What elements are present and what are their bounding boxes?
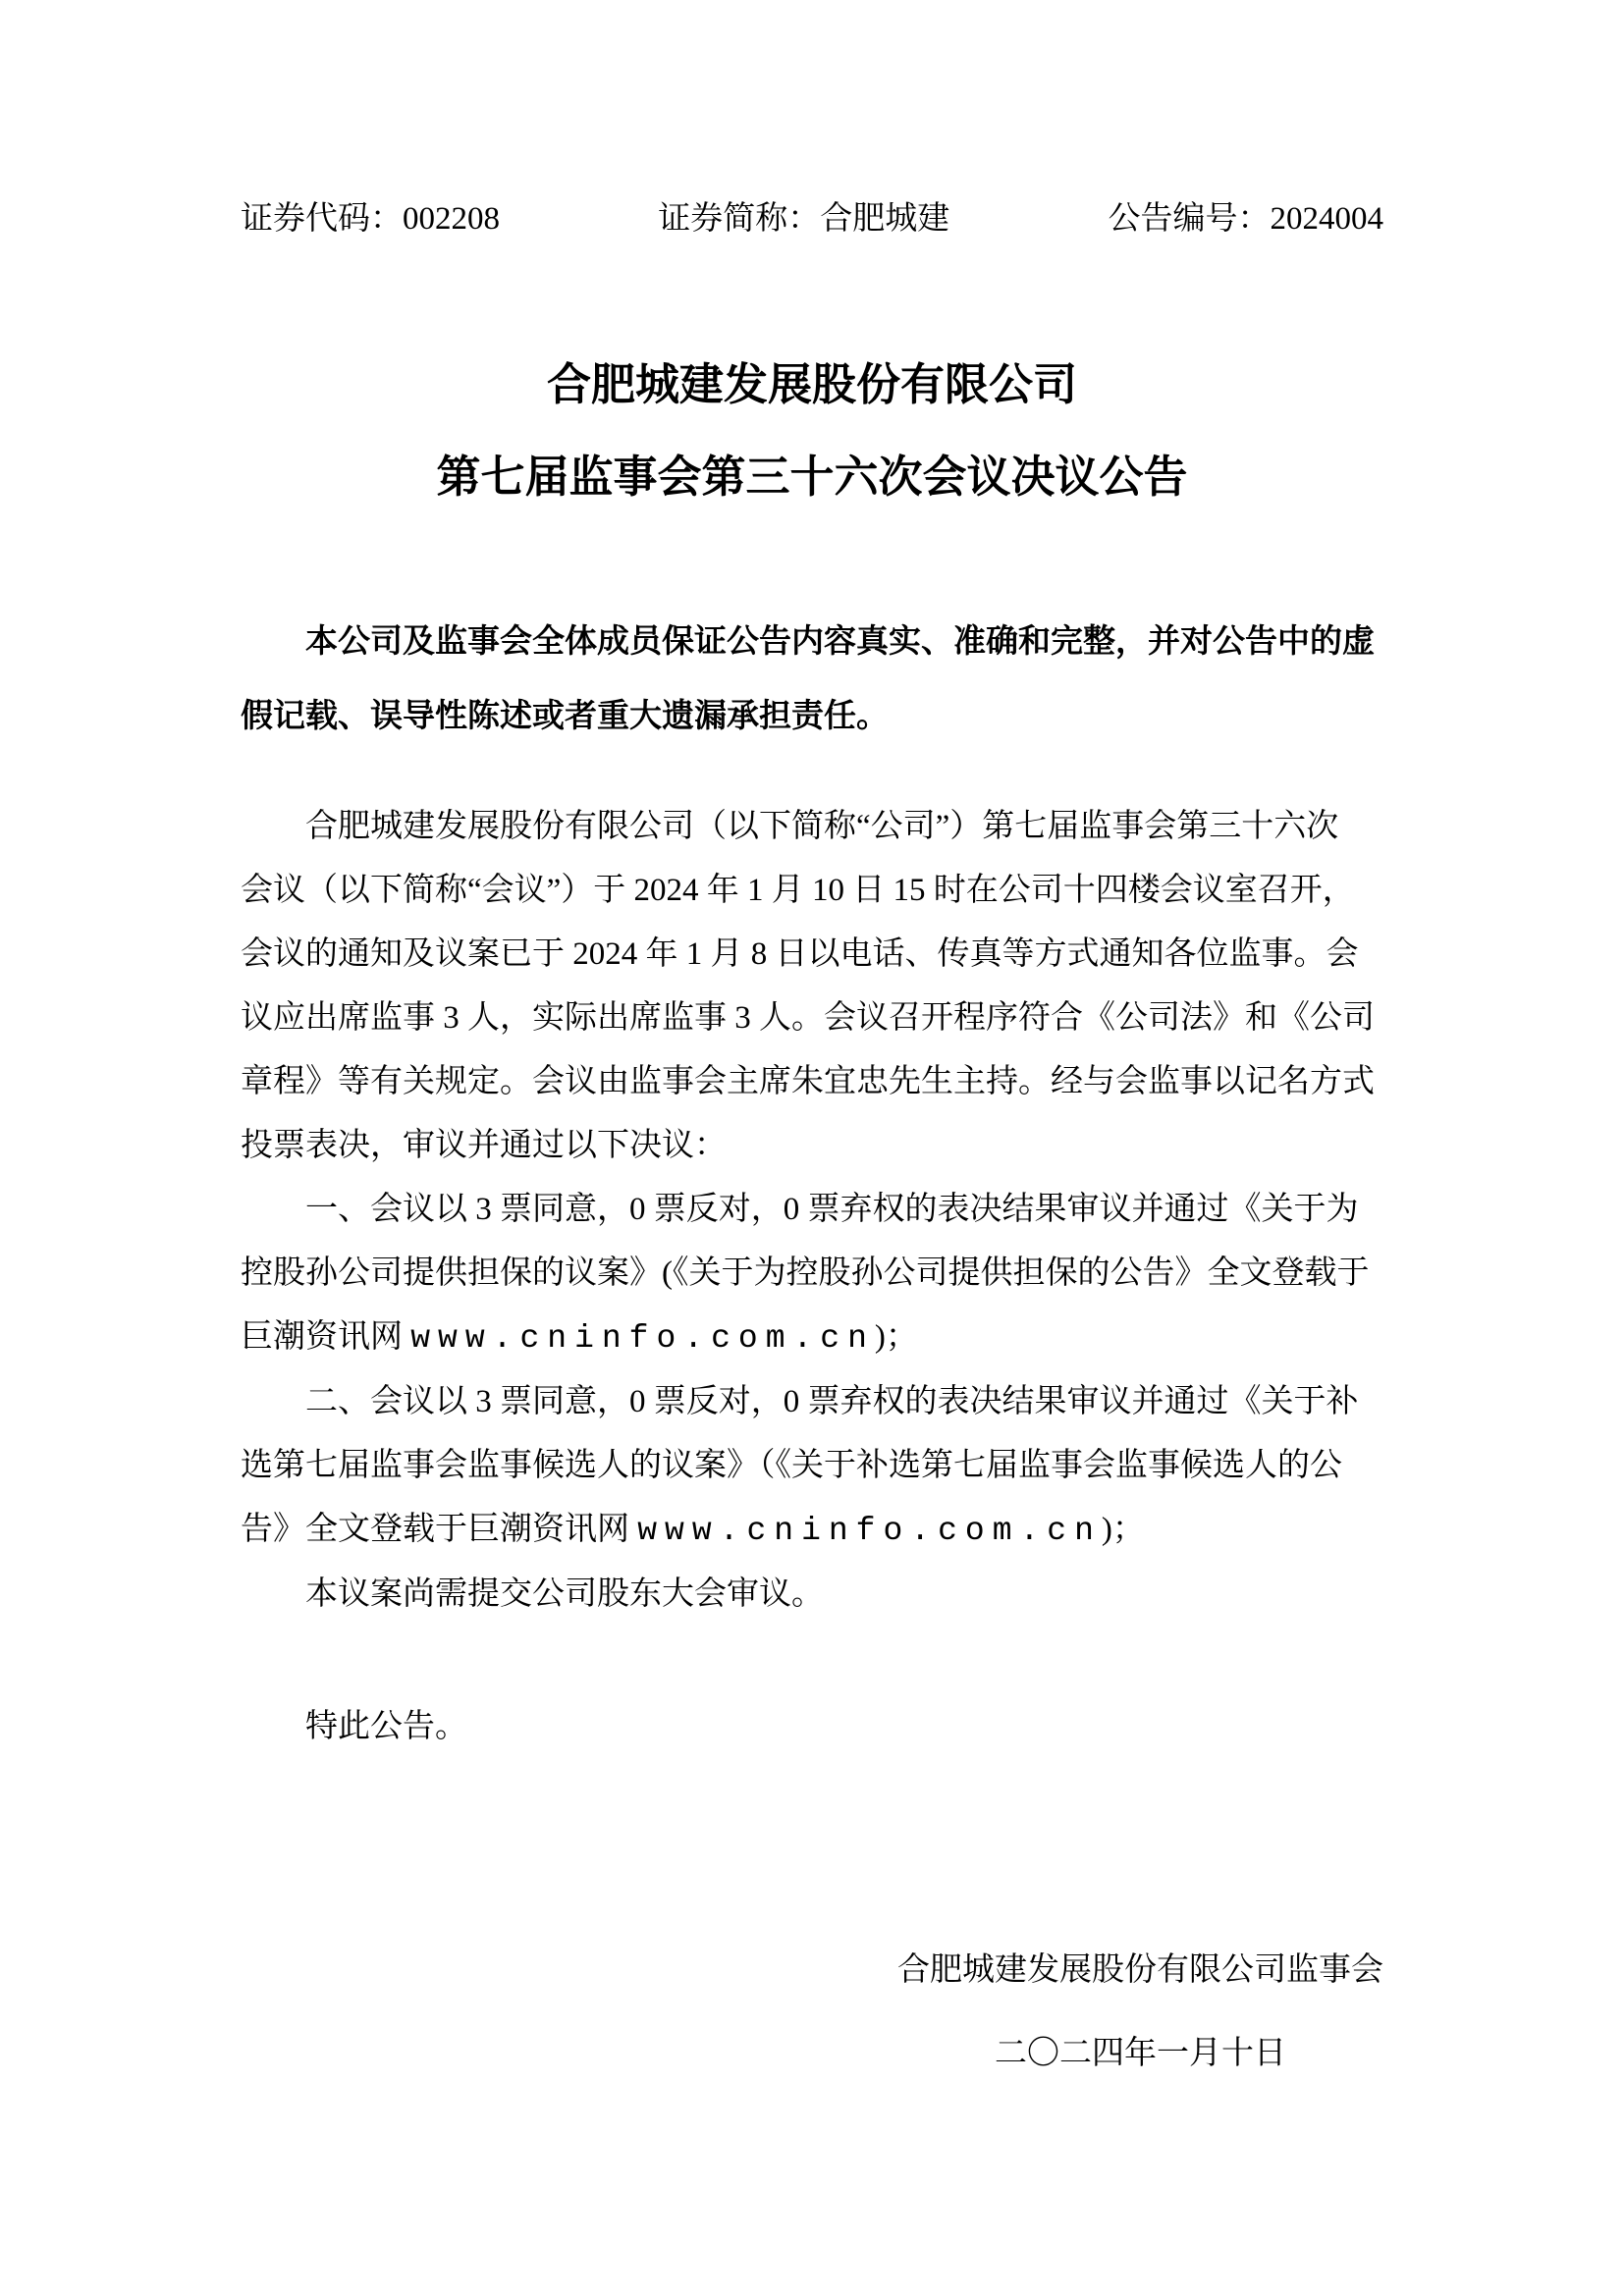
header-row [241,199,1383,239]
body-line [241,1498,1389,1563]
signature-date: 二〇二四年一月十日 [995,2036,1286,2071]
body-line-text: )； [1101,1512,1145,1547]
body-line: 本议案尚需提交公司股东大会审议。 [305,1576,824,1612]
disclaimer [241,605,1389,754]
stock-abbr: 证券简称：合肥城建 [658,201,950,237]
disclaimer-line: 本公司及监事会全体成员保证公告内容真实、准确和完整，并对公告中的虚 [305,624,1375,660]
body-line [241,1306,1389,1370]
body-line-text: 巨潮资讯网 [241,1319,411,1355]
document-title-meeting: 第七届监事会第三十六次会议决议公告 [436,453,1188,502]
body-line: 章程》等有关规定。会议由监事会主席朱宜忠先生主持。经与会监事以记名方式 [241,1064,1375,1099]
body-text [241,795,1389,1627]
document-title-company: 合肥城建发展股份有限公司 [546,360,1077,409]
body-line: 控股孙公司提供担保的议案》(《关于为控股孙公司提供担保的公告》全文登载于 [241,1255,1370,1291]
closing-line: 特此公告。 [305,1709,467,1744]
body-line: 会议的通知及议案已于 2024 年 1 月 8 日以电话、传真等方式通知各位监事。会 [241,936,1359,972]
body-line-text: 告》全文登载于巨潮资讯网 [241,1512,638,1547]
body-line: 选第七届监事会监事候选人的议案》（《关于补选第七届监事会监事候选人的公 [241,1448,1342,1483]
cninfo-url: www.cninfo.com.cn [637,1513,1102,1549]
body-line: 合肥城建发展股份有限公司（以下简称“公司”）第七届监事会第三十六次 [305,809,1339,844]
announcement-no: 公告编号：2024004 [1108,201,1383,237]
cninfo-url: www.cninfo.com.cn [410,1320,875,1357]
signature-block [897,1939,1383,2086]
body-line: 二、会议以 3 票同意，0 票反对，0 票弃权的表决结果审议并通过《关于补 [305,1384,1359,1419]
body-line: 投票表决，审议并通过以下决议： [241,1128,727,1163]
disclaimer-line: 假记载、误导性陈述或者重大遗漏承担责任。 [241,699,889,734]
body-line: 会议（以下简称“会议”）于 2024 年 1 月 10 日 15 时在公司十四楼会议室召开， [241,873,1355,908]
signature-company: 合肥城建发展股份有限公司监事会 [897,1952,1383,1988]
body-line: 一、会议以 3 票同意，0 票反对，0 票弃权的表决结果审议并通过《关于为 [305,1192,1359,1227]
signature-inner [897,1939,1383,2086]
body-line: 议应出席监事 3 人，实际出席监事 3 人。会议召开程序符合《公司法》和《公司 [241,1000,1375,1036]
body-line-text: )； [874,1319,918,1355]
stock-code: 证券代码：002208 [241,201,500,237]
